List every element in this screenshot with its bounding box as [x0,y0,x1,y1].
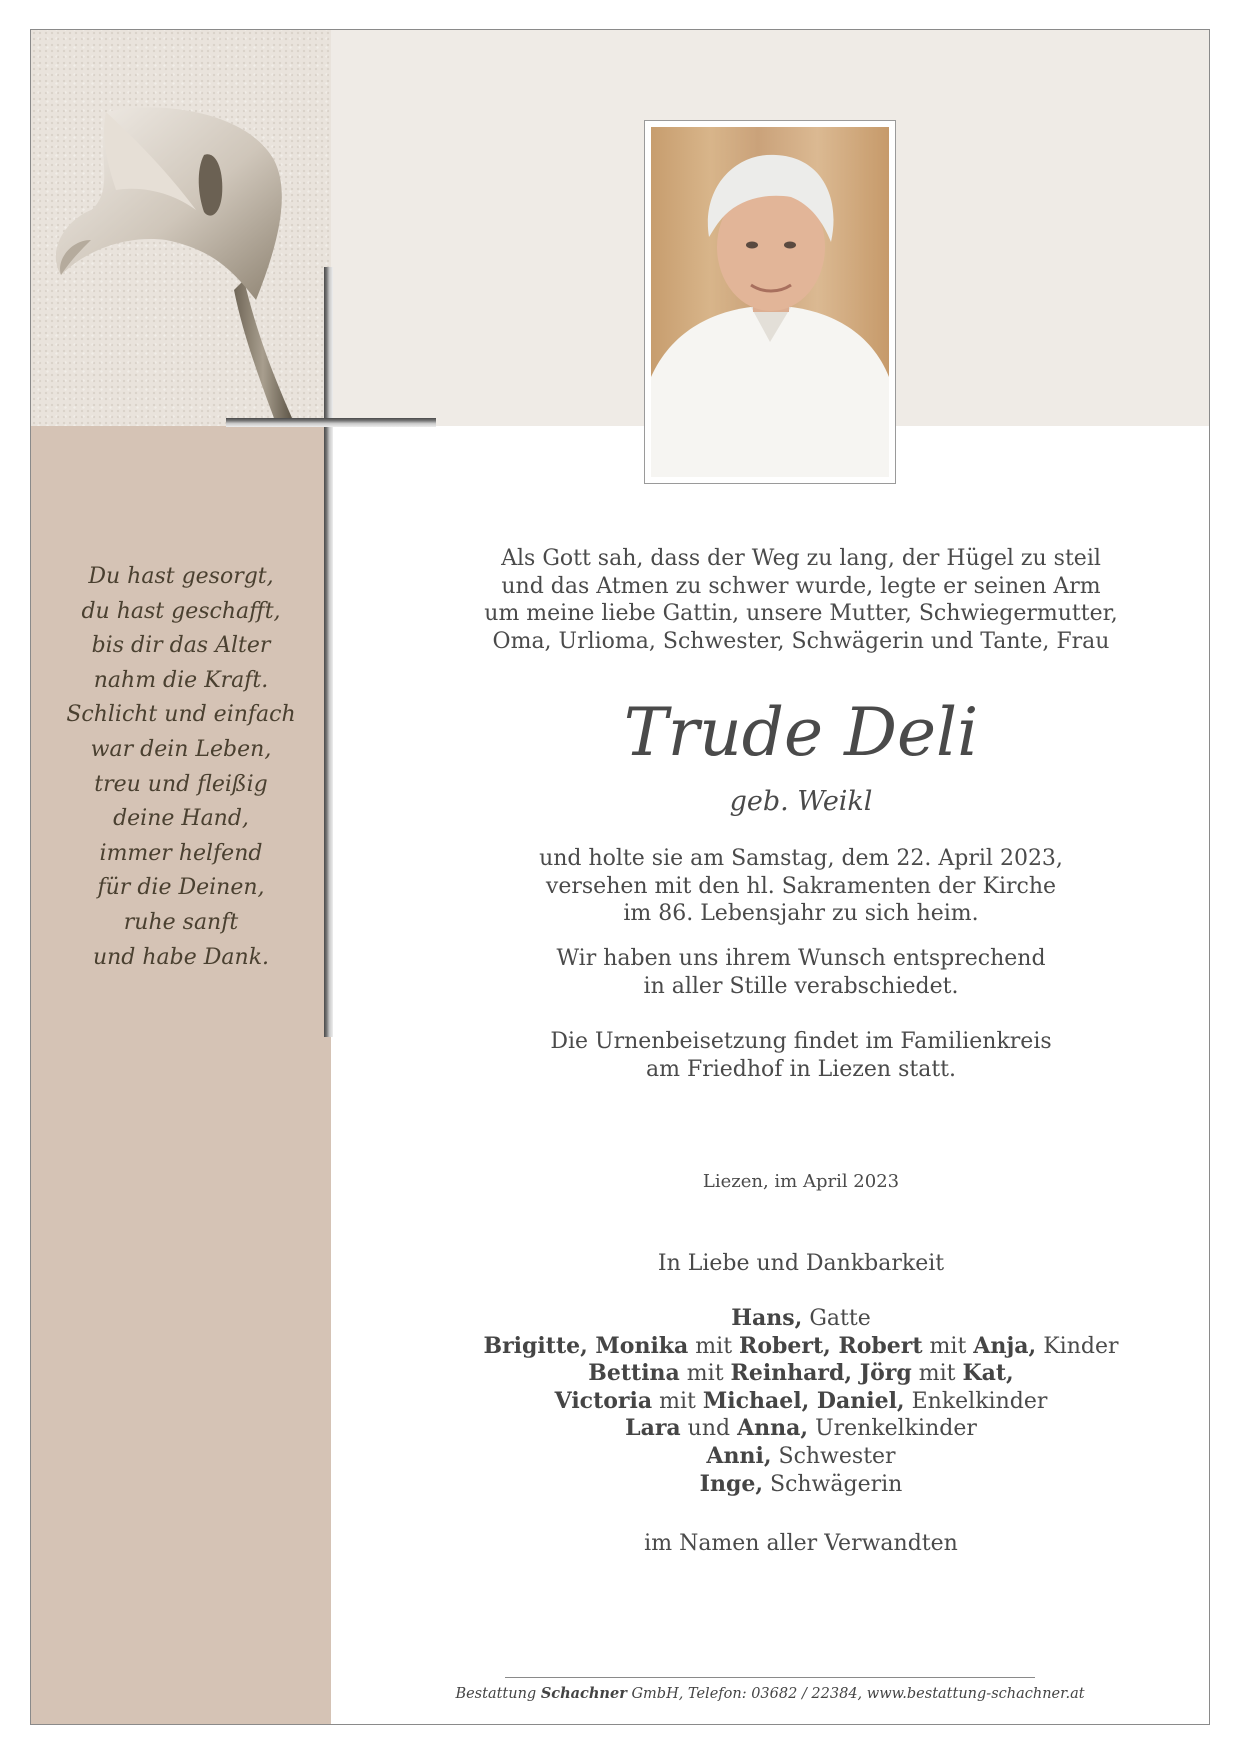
signoff: In Liebe und Dankbarkeit [657,1251,945,1276]
place-date: Liezen, im April 2023 [702,1171,900,1192]
poem [31,560,331,975]
intro-line: Oma, Urlioma, Schwester, Schwägerin und Tante, Frau [492,628,1110,654]
footer-divider [505,1677,1035,1678]
poem-line: für die Deinen, [97,875,265,901]
family-line: Inge, Schwägerin [699,1470,903,1497]
poem-line: deine Hand, [113,806,249,832]
poem-line: Schlicht und einfach [66,702,296,728]
notice-line: versehen mit den hl. Sakramenten der Kirche [545,873,1057,899]
burial-line: Die Urnenbeisetzung findet im Familienkreis [550,1029,1052,1054]
deceased-name: Trude Deli [623,694,979,771]
poem-line: bis dir das Alter [91,633,271,659]
farewell-text [431,945,1171,1000]
poem-line: war dein Leben, [90,736,272,762]
burial-line: am Friedhof in Liezen statt. [646,1056,956,1082]
poem-line: ruhe sanft [123,909,239,935]
obituary-card [30,29,1210,1725]
family-line: Lara und Anna, Urenkelkinder [625,1415,977,1442]
family-line: Brigitte, Monika mit Robert, Robert mit Anja, Kinder [483,1332,1119,1359]
family-line: Hans, Gatte [731,1305,871,1331]
poem-line: immer helfend [99,840,263,866]
calla-lily-icon [46,100,316,420]
intro-text [431,545,1171,655]
portrait-figure [651,127,889,477]
portrait-photo [651,127,889,477]
poem-line: treu und fleißig [94,771,268,797]
footer-brand: Schachner [540,1685,627,1702]
notice-line: und holte sie am Samstag, dem 22. April 2023, [539,846,1063,871]
intro-line: um meine liebe Gattin, unsere Mutter, Schwiegermutter, [484,601,1118,626]
intro-line: und das Atmen zu schwer wurde, legte er seinen Arm [501,573,1101,599]
closing-text: im Namen aller Verwandten [644,1531,958,1556]
burial-text [431,1028,1171,1083]
farewell-line: Wir haben uns ihrem Wunsch entsprechend [556,946,1046,971]
poem-line: Du hast gesorgt, [88,564,274,589]
portrait-frame [644,120,896,484]
intro-line: Als Gott sah, dass der Weg zu lang, der Hügel zu steil [501,546,1101,571]
poem-line: du hast geschafft, [81,598,281,624]
footer: Bestattung Schachner GmbH, Telefon: 03682 / 22384, www.bestattung-schachner.at [455,1685,1085,1702]
family-list [431,1305,1171,1498]
family-line: Anni, Schwester [706,1442,896,1469]
maiden-name: geb. Weikl [729,786,873,817]
farewell-line: in aller Stille verabschiedet. [643,973,959,999]
poem-line: nahm die Kraft. [93,667,269,693]
family-line: Bettina mit Reinhard, Jörg mit Kat, [588,1360,1014,1387]
notice-line: im 86. Lebensjahr zu sich heim. [623,901,979,926]
family-line: Victoria mit Michael, Daniel, Enkelkinder [554,1387,1048,1414]
death-notice [431,845,1171,928]
poem-line: und habe Dank. [92,944,270,970]
cross-arm [226,418,436,427]
